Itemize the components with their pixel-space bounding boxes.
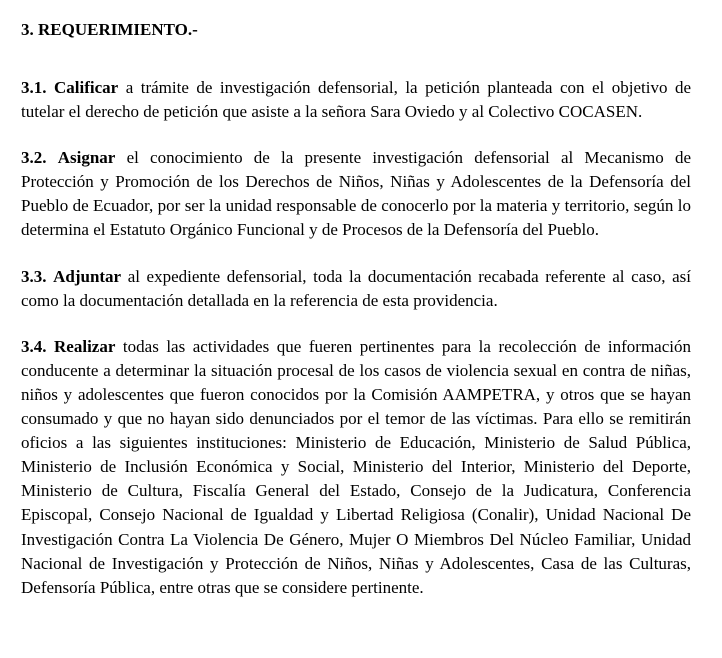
item-verb: Realizar [54,336,116,356]
item-number: 3.2. [21,148,47,168]
item-number: 3.3. [21,266,47,286]
item-text: a trámite de investigación defensorial, la petición planteada con el objetivo de tutelar el derecho de petición que asiste a la señora Sara Oviedo y al Colectivo COCASEN. [21,78,692,122]
section-heading: 3. REQUERIMIENTO.- [21,20,198,39]
item-verb: Calificar [54,78,119,97]
item-verb: Asignar [57,148,116,168]
item-text: al expediente defensorial, toda la documentación recabada referente al caso, así como la documentación detallada en la referencia de esta providencia. [21,266,692,310]
document-page [21,18,691,600]
item-text: el conocimiento de la presente investigación defensorial al Mecanismo de Protección y Promoción de los Derechos de Niños, Niñas y Adolescentes de la Defensoría del Pueblo de Ecuador, por ser la unidad responsable de conocerlo por la materia y territorio, según lo determina el Estatuto Orgánico Funcional y de Procesos de la Defensoría del Pueblo. [21,148,692,240]
item-3-4 [21,335,691,600]
item-3-2 [21,146,691,242]
item-verb: Adjuntar [53,266,122,286]
item-text: todas las actividades que fueren pertinentes para la recolección de información conducente a determinar la situación procesal de los casos de violencia sexual en contra de niñas, niños y adolescentes que fueron conocidos por la Comisión AAMPETRA, y otros que se hayan consumado y que no hayan sido denunciados por el temor de las víctimas. Para ello se remitirán oficios a las siguientes instituciones: Ministerio de Educación, Ministerio de Salud Pública, Ministerio de Inclusión Económica y Social, Ministerio del Interior, Ministerio del Deporte, Ministerio de Cultura, Fiscalía General del Estado, Consejo de la Judicatura, Conferencia Episcopal, Consejo Nacional de Igualdad y Libertad Religiosa (Conalir), Unidad Nacional De Investigación Contra La Violencia De Género, Mujer O Miembros Del Núcleo Familiar, Unidad Nacional de Investigación y Protección de Niños, Niñas y Adolescentes, Casa de las Culturas, Defensoría Pública, entre otras que se considere pertinente. [21,336,691,597]
item-3-3 [21,265,691,313]
item-number: 3.1. [21,78,47,97]
item-3-1 [21,76,691,124]
item-number: 3.4. [21,336,47,356]
